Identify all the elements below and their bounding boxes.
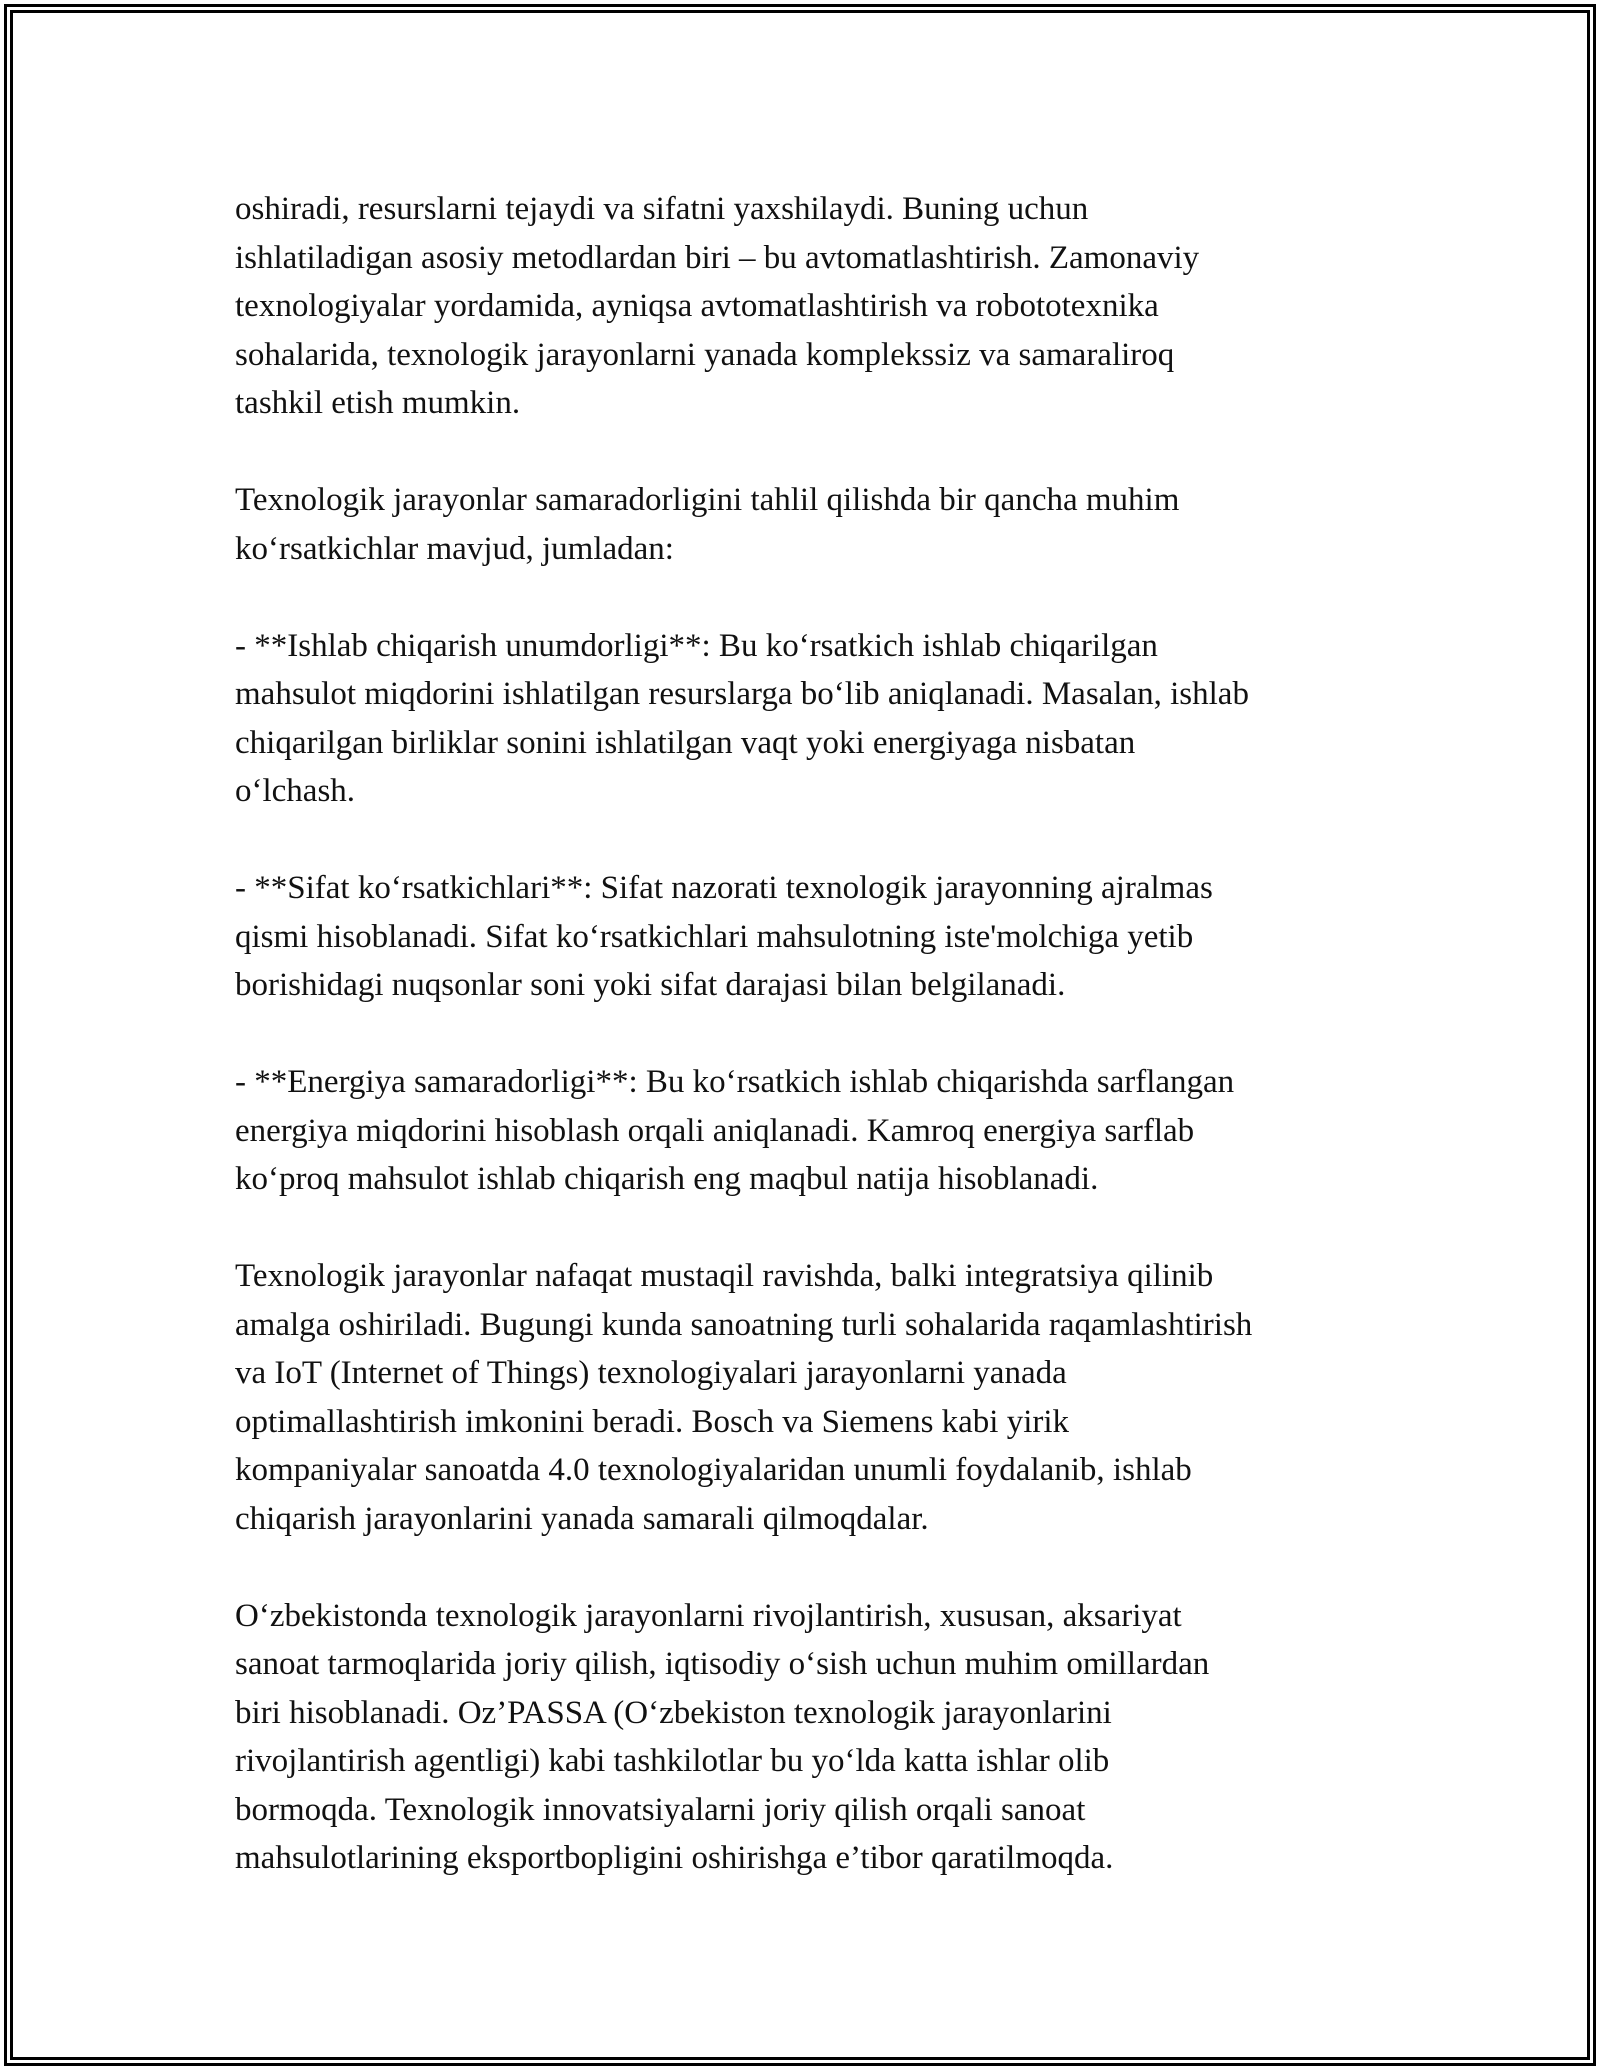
paragraph-integration: Texnologik jarayonlar nafaqat mustaqil ravishda, balki integratsiya qilinib amalga oshiriladi. Bugungi kunda sanoatning turli sohalarida raqamlashtirish va IoT (Internet of Things) texnologiyalari jarayonlarni yanada optimallashtirish imkonini beradi. Bosch va Siemens kabi yirik kompaniyalar sanoatda 4.0 texnologiyalaridan unumli foydalanib, ishlab chiqarish jarayonlarini yanada samarali qilmoqdalar. — [235, 1258, 1253, 1537]
document-body — [235, 185, 1375, 1931]
list-item-quality: - **Sifat ko‘rsatkichlari**: Sifat nazorati texnologik jarayonning ajralmas qismi hisoblanadi. Sifat ko‘rsatkichlari mahsulotning iste'molchiga yetib borishidagi nuqsonlar soni yoki sifat darajasi bilan belgilanadi. — [235, 870, 1213, 1003]
paragraph-indicators-intro: Texnologik jarayonlar samaradorligini tahlil qilishda bir qancha muhim ko‘rsatkichlar mavjud, jumladan: — [235, 482, 1180, 567]
list-item-energy-efficiency: - **Energiya samaradorligi**: Bu ko‘rsatkich ishlab chiqarishda sarflangan energiya miqdorini hisoblash orqali aniqlanadi. Kamroq energiya sarflab ko‘proq mahsulot ishlab chiqarish eng maqbul natija hisoblanadi. — [235, 1064, 1235, 1197]
list-item-productivity: - **Ishlab chiqarish unumdorligi**: Bu ko‘rsatkich ishlab chiqarilgan mahsulot miqdorini ishlatilgan resurslarga bo‘lib aniqlanadi. Masalan, ishlab chiqarilgan birliklar sonini ishlatilgan vaqt yoki energiyaga nisbatan o‘lchash. — [235, 627, 1249, 809]
paragraph-intro-continuation: oshiradi, resurslarni tejaydi va sifatni yaxshilaydi. Buning uchun ishlatiladigan asosiy metodlardan biri – bu avtomatlashtirish. Zamonaviy texnologiyalar yordamida, ayniqsa avtomatlashtirish va robototexnika sohalarida, texnologik jarayonlarni yanada komplekssiz va samaraliroq tashkil etish mumkin. — [235, 191, 1200, 421]
paragraph-uzbekistan: O‘zbekistonda texnologik jarayonlarni rivojlantirish, xususan, aksariyat sanoat tarmoqlarida joriy qilish, iqtisodiy o‘sish uchun muhim omillardan biri hisoblanadi. Oz’PASSA (O‘zbekiston texnologik jarayonlarini rivojlantirish agentligi) kabi tashkilotlar bu yo‘lda katta ishlar olib bormoqda. Texnologik innovatsiyalarni joriy qilish orqali sanoat mahsulotlarining eksportbopligini oshirishga e’tibor qaratilmoqda. — [235, 1597, 1210, 1876]
